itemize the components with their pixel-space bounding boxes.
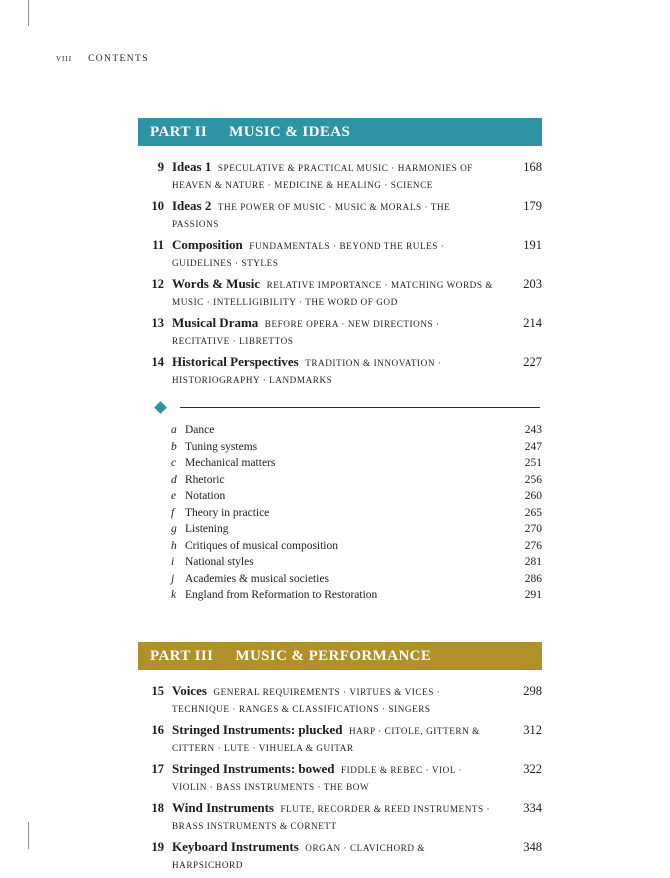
subentry-page-number: 286 <box>524 572 542 585</box>
chapter-number: 13 <box>151 316 164 330</box>
chapter-number: 19 <box>151 839 164 854</box>
chapter-subtitle: RELATIVE IMPORTANCE · MATCHING WORDS & MUSIC · INTELLIGIBILITY · THE WORD OF GOD <box>172 280 494 307</box>
chapter-number: 12 <box>151 277 164 291</box>
chapter-row <box>138 800 542 834</box>
subentry-page-number: 276 <box>524 539 542 552</box>
subentry-letter: j <box>171 572 175 585</box>
chapter-subtitle: THE POWER OF MUSIC · MUSIC & MORALS · THE PASSIONS <box>172 202 451 229</box>
chapter-page-number: 322 <box>523 761 542 776</box>
chapter-page-number: 227 <box>523 355 542 369</box>
chapter-row <box>138 722 542 756</box>
chapter-page-number: 214 <box>523 316 542 330</box>
chapter-body <box>172 198 508 232</box>
folio-number: viii <box>56 53 73 64</box>
chapter-number: 14 <box>151 355 164 369</box>
subentry-row <box>138 587 542 604</box>
chapter-body <box>172 683 508 717</box>
chapter-title: Musical Drama <box>172 315 259 330</box>
chapter-row <box>138 839 542 873</box>
chapter-row <box>138 683 542 717</box>
subentry-page-number: 247 <box>524 440 542 453</box>
chapter-number: 16 <box>151 722 164 737</box>
running-head-title: CONTENTS <box>88 54 149 64</box>
subentry-row <box>138 538 542 555</box>
chapter-number: 11 <box>152 238 164 252</box>
chapter-body <box>172 761 508 795</box>
subentry-row <box>138 439 542 456</box>
chapter-row <box>138 198 542 232</box>
subentry-page-number: 265 <box>524 506 542 519</box>
subentry-row <box>138 505 542 522</box>
chapter-subtitle: FIDDLE & REBEC · VIOL · VIOLIN · BASS INSTRUMENTS · THE BOW <box>172 764 463 792</box>
chapter-number: 15 <box>151 683 164 698</box>
subentry-row <box>138 455 542 472</box>
chapter-subtitle: FLUTE, RECORDER & REED INSTRUMENTS · BRASS INSTRUMENTS & CORNETT <box>172 803 491 831</box>
part2-banner <box>138 118 542 146</box>
subentry-page-number: 270 <box>524 523 542 535</box>
chapter-page-number: 203 <box>523 277 542 291</box>
chapter-title: Composition <box>172 237 243 252</box>
subentry-page-number: 251 <box>524 457 542 469</box>
chapter-title: Wind Instruments <box>172 799 274 815</box>
subentry-row <box>138 422 542 439</box>
subentry-letter: k <box>171 589 177 601</box>
subentry-page-number: 281 <box>524 556 542 568</box>
subentry-title: Listening <box>185 523 229 535</box>
chapter-row <box>138 315 542 349</box>
table-of-contents <box>138 118 542 878</box>
chapter-body <box>172 237 508 271</box>
subentry-row <box>138 472 542 489</box>
subentry-title: Academies & musical societies <box>185 572 330 585</box>
subentry-page-number: 260 <box>524 490 542 502</box>
part3-banner <box>138 642 542 670</box>
part2-label: PART II <box>150 124 208 140</box>
subentry-letter: d <box>171 473 177 486</box>
chapter-body <box>172 839 508 873</box>
subentry-letter: i <box>171 556 175 568</box>
subentry-title: England from Reformation to Restoration <box>185 589 378 601</box>
chapter-page-number: 179 <box>523 199 542 213</box>
chapter-body <box>172 315 508 349</box>
chapter-row <box>138 237 542 271</box>
chapter-body <box>172 276 508 310</box>
chapter-row <box>138 159 542 193</box>
chapter-row <box>138 761 542 795</box>
chapter-body <box>172 159 508 193</box>
chapter-subtitle: FUNDAMENTALS · BEYOND THE RULES · GUIDELINES · STYLES <box>172 241 445 268</box>
chapter-subtitle: ORGAN · CLAVICHORD & HARPSICHORD <box>172 842 426 870</box>
subentry-row <box>138 521 542 538</box>
chapter-body <box>172 800 508 834</box>
chapter-page-number: 334 <box>523 800 542 815</box>
subentry-letter: g <box>171 523 177 535</box>
chapter-title: Keyboard Instruments <box>172 838 299 854</box>
subentry-letter: c <box>171 457 177 469</box>
part3-chapter-list <box>138 683 542 873</box>
part2-title: MUSIC & IDEAS <box>229 124 351 140</box>
subentry-row <box>138 488 542 505</box>
subentry-title: Rhetoric <box>185 473 225 486</box>
subentry-title: Critiques of musical composition <box>185 539 338 552</box>
chapter-title: Ideas 1 <box>172 159 212 174</box>
part3-title: MUSIC & PERFORMANCE <box>235 647 432 664</box>
chapter-subtitle: BEFORE OPERA · NEW DIRECTIONS · RECITATIVE · LIBRETTOS <box>172 319 440 346</box>
subentry-page-number: 291 <box>524 589 542 601</box>
chapter-number: 9 <box>157 160 164 174</box>
subentry-title: Mechanical matters <box>185 457 276 469</box>
chapter-title: Stringed Instruments: plucked <box>172 721 343 737</box>
page-edge-mark-bottom <box>28 822 29 849</box>
diamond-icon <box>154 401 167 414</box>
chapter-title: Historical Perspectives <box>172 354 299 369</box>
chapter-page-number: 348 <box>523 839 542 854</box>
chapter-page-number: 298 <box>523 683 542 698</box>
chapter-row <box>138 276 542 310</box>
subentry-title: Theory in practice <box>185 506 270 519</box>
chapter-page-number: 312 <box>523 722 542 737</box>
chapter-title: Words & Music <box>172 276 261 291</box>
section-divider <box>156 403 540 412</box>
chapter-body <box>172 722 508 756</box>
subentry-letter: b <box>171 440 177 453</box>
running-head <box>56 53 149 64</box>
subentry-page-number: 243 <box>524 424 542 436</box>
subentry-letter: f <box>171 506 175 519</box>
subentry-letter: h <box>171 539 177 552</box>
subentry-title: National styles <box>185 556 254 568</box>
chapter-subtitle: GENERAL REQUIREMENTS · VIRTUES & VICES · TECHNIQUE · RANGES & CLASSIFICATIONS · SINGERS <box>172 686 441 714</box>
chapter-number: 18 <box>151 800 164 815</box>
part3-label: PART III <box>150 647 214 664</box>
subentry-page-number: 256 <box>524 473 542 486</box>
part2-chapter-list <box>138 159 542 388</box>
chapter-subtitle: TRADITION & INNOVATION · HISTORIOGRAPHY · LANDMARKS <box>172 358 442 385</box>
chapter-body <box>172 354 508 388</box>
chapter-number: 17 <box>151 761 164 776</box>
divider-rule <box>180 407 540 408</box>
subentry-letter: e <box>171 490 177 502</box>
chapter-number: 10 <box>151 199 164 213</box>
part2-subentry-list <box>138 422 542 604</box>
chapter-title: Ideas 2 <box>172 198 212 213</box>
subentry-title: Dance <box>185 424 215 436</box>
subentry-row <box>138 571 542 588</box>
subentry-title: Tuning systems <box>185 440 258 453</box>
chapter-row <box>138 354 542 388</box>
subentry-row <box>138 554 542 571</box>
chapter-title: Stringed Instruments: bowed <box>172 760 335 776</box>
chapter-subtitle: SPECULATIVE & PRACTICAL MUSIC · HARMONIES OF HEAVEN & NATURE · MEDICINE & HEALING · SCIENCE <box>172 163 473 190</box>
page-edge-mark-top <box>28 0 29 26</box>
chapter-page-number: 168 <box>523 160 542 174</box>
chapter-title: Voices <box>172 682 207 698</box>
subentry-title: Notation <box>185 490 226 502</box>
subentry-letter: a <box>171 424 177 436</box>
chapter-subtitle: HARP · CITOLE, GITTERN & CITTERN · LUTE · VIHUELA & GUITAR <box>172 725 480 753</box>
chapter-page-number: 191 <box>523 238 542 252</box>
